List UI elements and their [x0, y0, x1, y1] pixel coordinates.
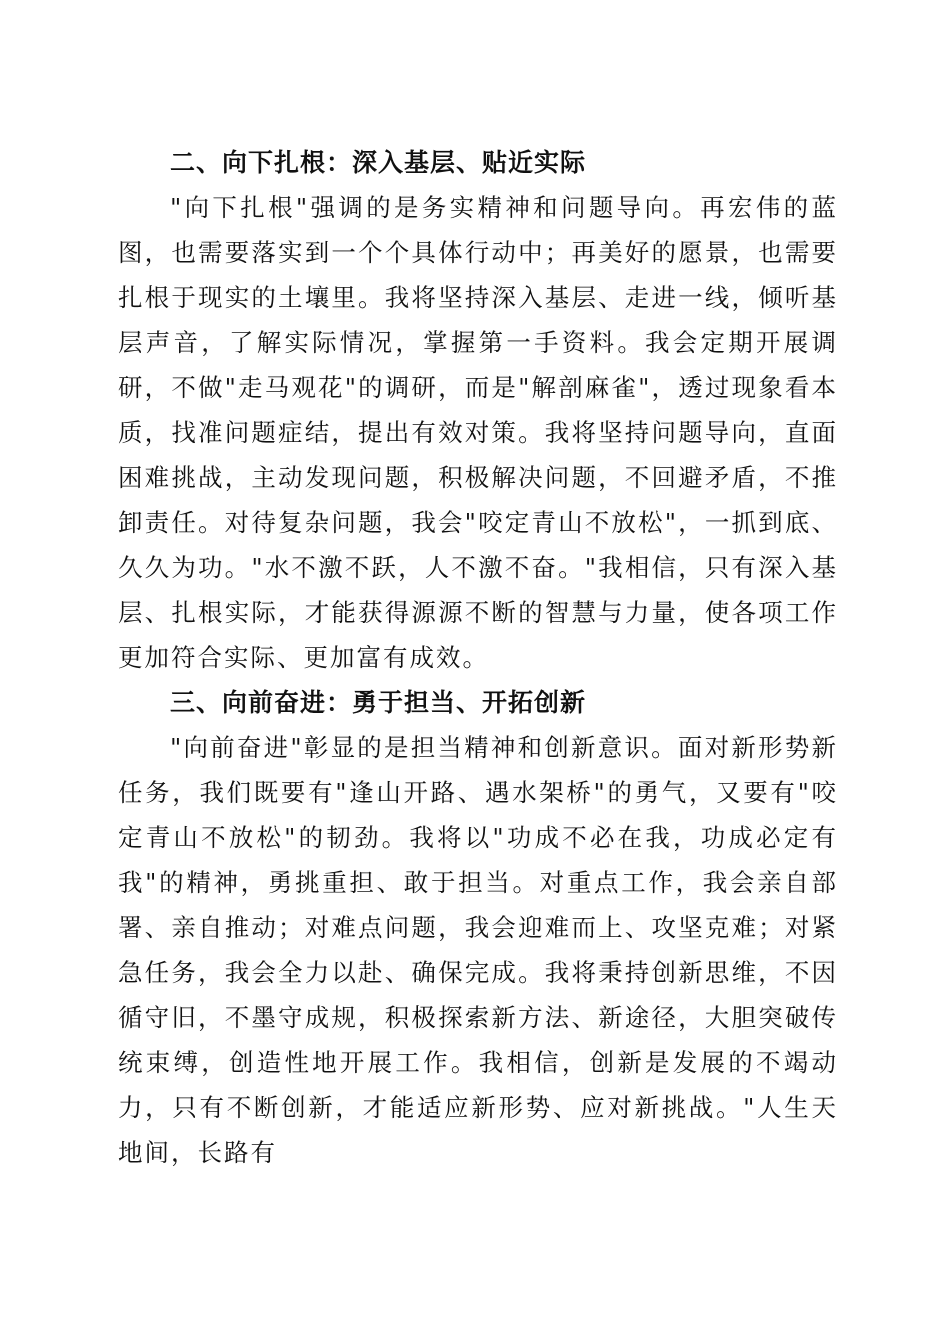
document-body [118, 140, 838, 1175]
section-2-heading: 二、向下扎根：深入基层、贴近实际 [170, 148, 587, 177]
section-2-paragraph: "向下扎根"强调的是务实精神和问题导向。再宏伟的蓝图，也需要落实到一个个具体行动中；再美好的愿景，也需要扎根于现实的土壤里。我将坚持深入基层、走进一线，倾听基层声音，了解实际情况，掌握第一手资料。我会定期开展调研，不做"走马观花"的调研，而是"解剖麻雀"，透过现象看本质，找准问题症结，提出有效对策。我将坚持问题导向，直面困难挑战，主动发现问题，积极解决问题，不回避矛盾，不推卸责任。对待复杂问题，我会"咬定青山不放松"，一抓到底、久久为功。"水不激不跃，人不激不奋。"我相信，只有深入基层、扎根实际，才能获得源源不断的智慧与力量，使各项工作更加符合实际、更加富有成效。 [118, 193, 838, 672]
section-3-heading: 三、向前奋进：勇于担当、开拓创新 [170, 688, 587, 717]
section-3-paragraph: "向前奋进"彰显的是担当精神和创新意识。面对新形势新任务，我们既要有"逢山开路、遇水架桥"的勇气，又要有"咬定青山不放松"的韧劲。我将以"功成不必在我，功成必定有我"的精神，勇挑重担、敢于担当。对重点工作，我会亲自部署、亲自推动；对难点问题，我会迎难而上、攻坚克难；对紧急任务，我会全力以赴、确保完成。我将秉持创新思维，不因循守旧，不墨守成规，积极探索新方法、新途径，大胆突破传统束缚，创造性地开展工作。我相信，创新是发展的不竭动力，只有不断创新，才能适应新形势、应对新挑战。"人生天地间，长路有 [118, 733, 838, 1167]
